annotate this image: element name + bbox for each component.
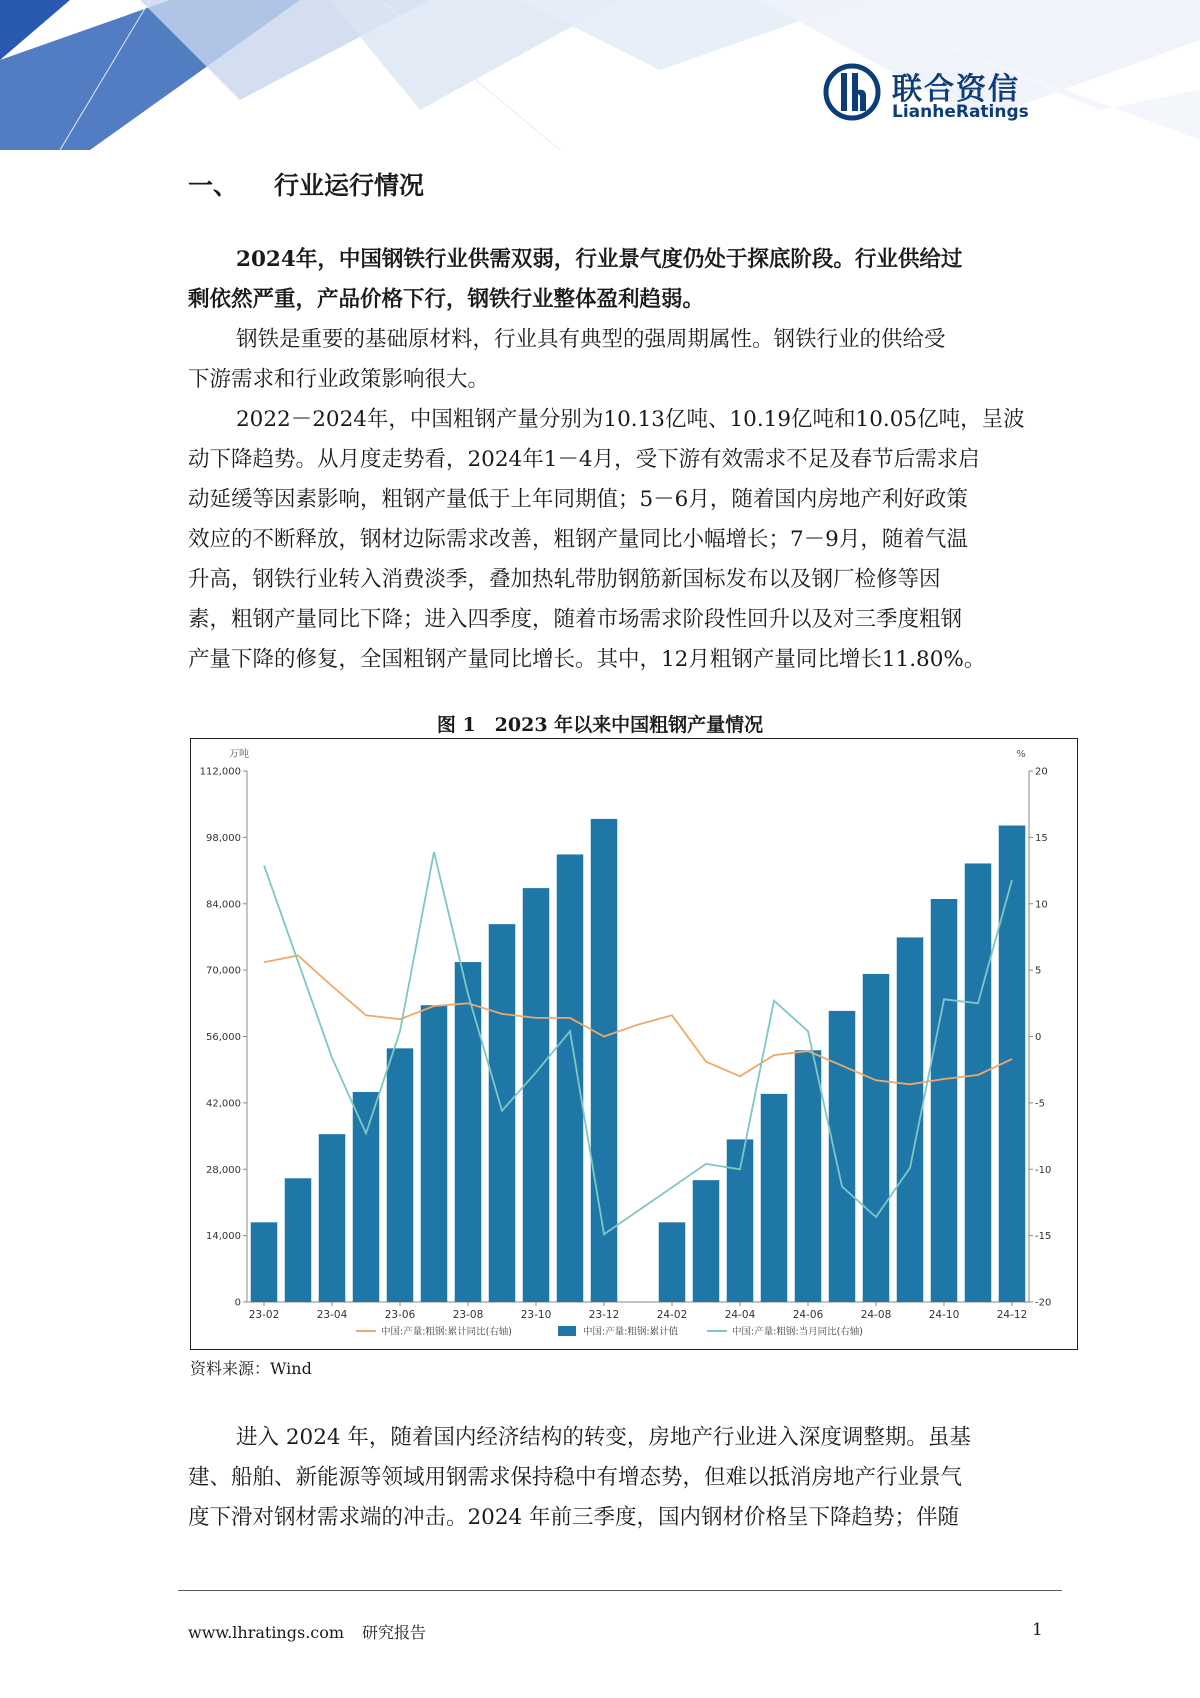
right-tick-label: -5 <box>1035 1098 1045 1110</box>
left-tick-label: 84,000 <box>206 899 241 911</box>
x-tick-label: 24-06 <box>792 1309 824 1321</box>
bar-23-05 <box>353 1092 380 1302</box>
left-tick-label: 28,000 <box>206 1164 241 1176</box>
left-tick-label: 98,000 <box>206 832 241 844</box>
bar-23-03 <box>285 1178 312 1302</box>
left-tick-label: 112,000 <box>199 766 241 778</box>
text-line: 建、船舶、新能源等领域用钢需求保持稳中有增态势，但难以抵消房地产行业景气 <box>188 1465 963 1490</box>
page-number: 1 <box>1032 1620 1043 1640</box>
legend-swatch-1 <box>558 1326 576 1336</box>
right-tick-label: -15 <box>1035 1231 1052 1243</box>
right-tick-label: 20 <box>1035 766 1048 778</box>
x-tick-label: 24-02 <box>656 1309 688 1321</box>
left-tick-label: 14,000 <box>206 1231 241 1243</box>
footer-website-link[interactable]: www.lhratings.com <box>188 1623 345 1642</box>
x-tick-label: 23-02 <box>248 1309 280 1321</box>
footer-info <box>188 1620 444 1643</box>
left-tick-label: 56,000 <box>206 1032 241 1043</box>
bar-24-11 <box>965 863 992 1302</box>
bar-23-06 <box>387 1048 414 1302</box>
x-tick-label: 23-10 <box>520 1309 552 1321</box>
text-line: 升高，钢铁行业转入消费淡季，叠加热轧带肋钢筋新国标发布以及钢厂检修等因 <box>188 567 941 592</box>
section-title: 行业运行情况 <box>274 171 425 200</box>
text-line: 动下降趋势。从月度走势看，2024年1－4月，受下游有效需求不足及春节后需求启 <box>188 447 980 472</box>
text-line: 2024年，中国钢铁行业供需双弱，行业景气度仍处于探底阶段。行业供给过 <box>236 247 963 272</box>
text-line: 动延缓等因素影响，粗钢产量低于上年同期值；5－6月，随着国内房地产利好政策 <box>188 487 968 512</box>
text-line: 进入 2024 年，随着国内经济结构的转变，房地产行业进入深度调整期。虽基 <box>236 1425 971 1450</box>
bar-23-02 <box>251 1222 278 1302</box>
left-tick-label: 42,000 <box>206 1098 241 1110</box>
text-line: 素，粗钢产量同比下降；进入四季度，随着市场需求阶段性回升以及对三季度粗钢 <box>188 607 963 632</box>
bar-23-11 <box>557 854 584 1302</box>
bar-24-03 <box>693 1180 720 1302</box>
bar-24-10 <box>931 899 958 1302</box>
text-line: 剩依然严重，产品价格下行，钢铁行业整体盈利趋弱。 <box>188 287 705 312</box>
text-line: 产量下降的修复，全国粗钢产量同比增长。其中，12月粗钢产量同比增长11.80%。 <box>188 647 986 672</box>
footer-divider <box>178 1590 1062 1591</box>
text-line: 下游需求和行业政策影响很大。 <box>188 367 490 392</box>
x-tick-label: 23-04 <box>316 1309 348 1321</box>
x-tick-label: 24-12 <box>996 1309 1028 1321</box>
bar-23-10 <box>523 888 550 1302</box>
left-tick-label: 70,000 <box>206 965 241 977</box>
figure-title: 图 1 2023 年以来中国粗钢产量情况 <box>436 714 764 736</box>
right-tick-label: 15 <box>1035 832 1048 844</box>
right-tick-label: 5 <box>1035 965 1042 977</box>
left-axis-unit: 万吨 <box>229 749 249 760</box>
lianhe-logo-mark-icon <box>822 62 882 122</box>
bar-23-09 <box>489 924 516 1302</box>
lead-paragraph <box>188 240 1044 320</box>
bar-24-02 <box>659 1222 686 1302</box>
x-tick-label: 23-12 <box>588 1309 620 1321</box>
section-heading <box>188 166 424 202</box>
text-line: 度下滑对钢材需求端的冲击。2024 年前三季度，国内钢材价格呈下降趋势；伴随 <box>188 1505 960 1530</box>
right-tick-label: -20 <box>1035 1297 1052 1309</box>
text-line: 钢铁是重要的基础原材料，行业具有典型的强周期属性。钢铁行业的供给受 <box>236 327 946 352</box>
x-tick-label: 24-10 <box>928 1309 960 1321</box>
logo-chinese-name: 联合资信 <box>892 72 1020 107</box>
right-tick-label: 0 <box>1035 1032 1042 1043</box>
x-tick-label: 24-04 <box>724 1309 756 1321</box>
figure-source: 资料来源：Wind <box>190 1359 312 1378</box>
legend-label-0: 中国:产量:粗钢:累计同比(右轴) <box>381 1326 513 1338</box>
x-tick-label: 24-08 <box>860 1309 892 1321</box>
bar-24-08 <box>863 974 890 1302</box>
footer-report-label: 研究报告 <box>362 1623 427 1642</box>
bar-23-07 <box>421 1005 448 1302</box>
x-tick-label: 23-08 <box>452 1309 484 1321</box>
text-line: 2022－2024年，中国粗钢产量分别为10.13亿吨、10.19亿吨和10.05亿吨，呈波 <box>236 407 1025 432</box>
bar-24-04 <box>727 1139 754 1302</box>
legend-label-1: 中国:产量:粗钢:累计值 <box>583 1326 679 1338</box>
logo-english-name: LianheRatings <box>892 102 1029 122</box>
x-tick-label: 23-06 <box>384 1309 416 1321</box>
left-tick-label: 0 <box>234 1297 241 1309</box>
bar-23-04 <box>319 1134 346 1302</box>
bar-23-08 <box>455 962 482 1302</box>
paragraph-1 <box>188 320 1044 400</box>
paragraph-2 <box>188 400 1044 680</box>
bar-24-07 <box>829 1011 856 1302</box>
legend-label-2: 中国:产量:粗钢:当月同比(右轴) <box>732 1326 864 1338</box>
text-line: 效应的不断释放，钢材边际需求改善，粗钢产量同比小幅增长；7－9月，随着气温 <box>188 527 968 552</box>
lianhe-logo <box>822 60 1052 130</box>
right-tick-label: 10 <box>1035 899 1048 911</box>
right-axis-unit: % <box>1016 749 1026 760</box>
section-number: 一、 <box>188 171 239 200</box>
bar-24-05 <box>761 1094 788 1302</box>
right-tick-label: -10 <box>1035 1164 1052 1176</box>
crude-steel-chart <box>191 739 1077 1349</box>
chart-frame <box>190 738 1078 1350</box>
paragraph-3 <box>188 1418 1044 1538</box>
bar-24-06 <box>795 1050 822 1302</box>
